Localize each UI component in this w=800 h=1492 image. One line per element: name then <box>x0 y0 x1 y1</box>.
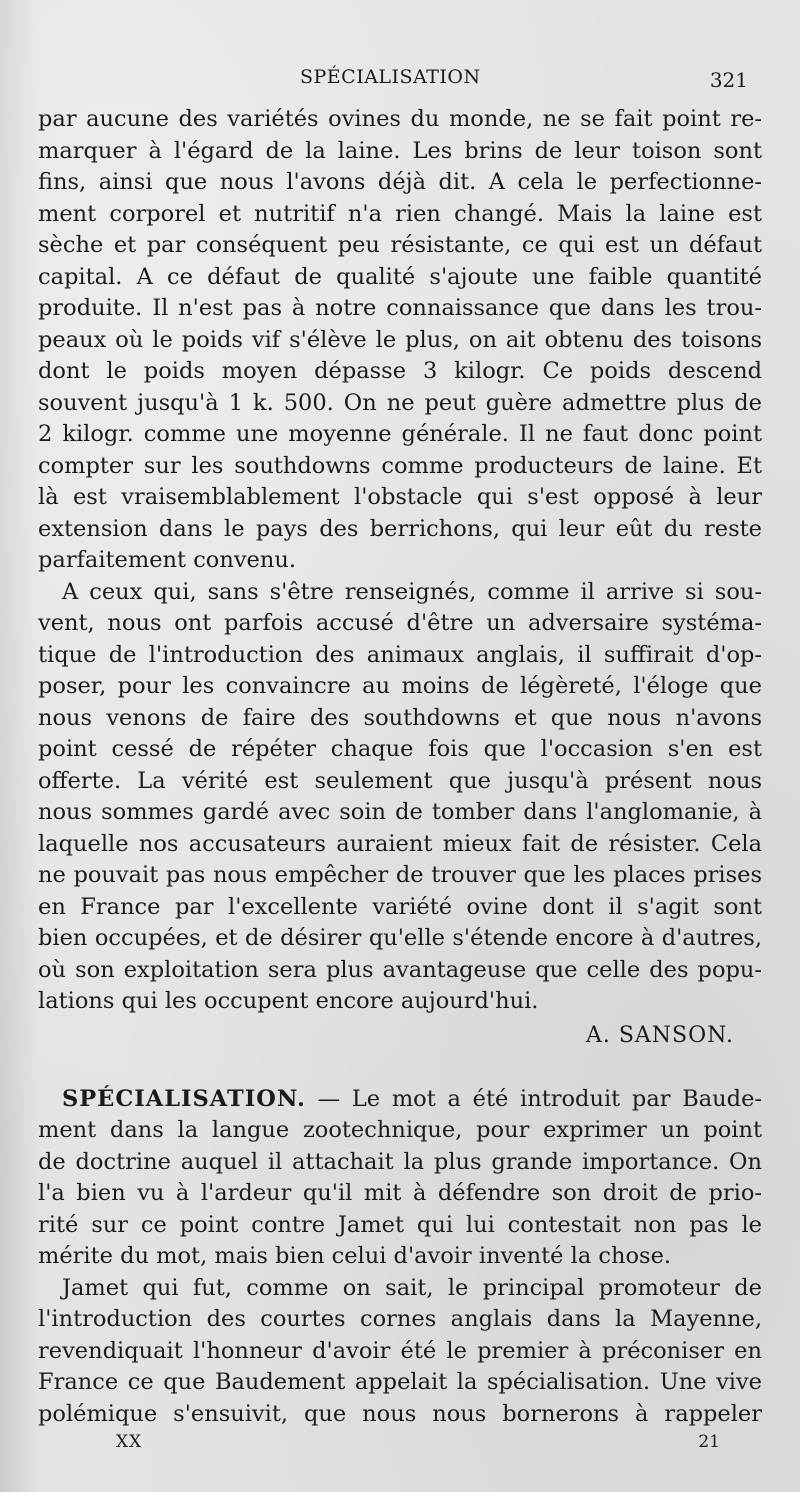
paragraph-4 <box>38 1273 762 1431</box>
paragraph-3 <box>38 1084 762 1273</box>
text-line: laquelle nos accusateurs auraient mieux fait de résister. Cela <box>38 830 762 857</box>
text-line: bien occupées, et de désirer qu'elle s'étende encore à d'autres, <box>38 925 762 951</box>
text-line: marquer à l'égard de la laine. Les brins de leur toison sont <box>38 137 762 164</box>
text-line: en France par l'excellente variété ovine dont il s'agit sont <box>38 893 762 920</box>
text-line: nous sommes gardé avec soin de tomber dans l'anglomanie, à <box>38 799 762 825</box>
text-line: 2 kilogr. comme une moyenne générale. Il ne faut donc point <box>38 421 762 447</box>
author-signature: A. SANSON. <box>585 1022 734 1048</box>
body-text <box>38 104 762 1430</box>
text-line: compter sur les southdowns comme producteurs de laine. Et <box>38 452 762 479</box>
text-line: revendiquait l'honneur d'avoir été le premier à préconiser en <box>38 1337 762 1364</box>
text-line: France ce que Baudement appelait la spécialisation. Une vive <box>38 1369 762 1395</box>
text-line: dont le poids moyen dépasse 3 kilogr. Ce poids descend <box>38 358 762 384</box>
text-line: extension dans le pays des berrichons, qui leur eût du reste <box>38 515 762 542</box>
running-head <box>0 66 800 96</box>
sheet-number: 21 <box>698 1432 720 1452</box>
text-line: l'introduction des courtes cornes anglais dans la Mayenne, <box>38 1306 762 1332</box>
text-line: fins, ainsi que nous l'avons déjà dit. A cela le perfectionne- <box>38 169 762 195</box>
text-line: où son exploitation sera plus avantageuse que celle des popu- <box>38 956 762 983</box>
running-title: SPÉCIALISATION <box>300 66 481 88</box>
section-spacer <box>38 1054 762 1084</box>
text-line: point cessé de répéter chaque fois que l'occasion s'en est <box>38 736 762 762</box>
text-line: sèche et par conséquent peu résistante, ce qui est un défaut <box>38 232 762 258</box>
text-line: capital. A ce défaut de qualité s'ajoute une faible quantité <box>38 263 762 290</box>
text-line: poser, pour les convaincre au moins de légèreté, l'éloge que <box>38 673 762 699</box>
text-line: l'a bien vu à l'ardeur qu'il mit à défendre son droit de prio- <box>38 1180 762 1206</box>
text-line: produite. Il n'est pas à notre connaissance que dans les trou- <box>38 295 762 321</box>
text-line: lations qui les occupent encore aujourd'hui. <box>38 988 539 1014</box>
text-line: là est vraisemblablement l'obstacle qui s'est opposé à leur <box>38 484 762 510</box>
text-line: A ceux qui, sans s'être renseignés, comme il arrive si sou- <box>62 578 762 605</box>
text-line: tique de l'introduction des animaux anglais, il suffirait d'op- <box>38 641 762 668</box>
text-line: souvent jusqu'à 1 k. 500. On ne peut guère admettre plus de <box>38 389 762 416</box>
text-line: polémique s'ensuivit, que nous nous bornerons à rappeler <box>38 1400 762 1427</box>
paragraph-1 <box>38 104 762 577</box>
text-line: parfaitement convenu. <box>38 547 297 573</box>
text-line: mérite du mot, mais bien celui d'avoir inventé la chose. <box>38 1243 672 1269</box>
page-footer <box>0 1432 800 1462</box>
text-line: rité sur ce point contre Jamet qui lui contestait non pas le <box>38 1211 762 1238</box>
text-fragment: — Le mot a été introduit par Baude- <box>305 1085 762 1112</box>
text-line: peaux où le poids vif s'élève le plus, on ait obtenu des toisons <box>38 326 762 353</box>
text-line: offerte. La vérité est seulement que jusqu'à présent nous <box>38 767 762 794</box>
text-line: ment dans la langue zootechnique, pour exprimer un point <box>38 1117 762 1143</box>
text-line: nous venons de faire des southdowns et que nous n'avons <box>38 704 762 731</box>
page-number: 321 <box>709 68 748 92</box>
article-heading: SPÉCIALISATION. <box>62 1085 306 1112</box>
article-first-line <box>38 1084 762 1116</box>
text-line: par aucune des variétés ovines du monde, ne se fait point re- <box>38 106 762 132</box>
text-line: ment corporel et nutritif n'a rien changé. Mais la laine est <box>38 200 762 227</box>
paragraph-2 <box>38 577 762 1018</box>
signature-mark: XX <box>116 1432 143 1452</box>
text-line: ne pouvait pas nous empêcher de trouver que les places prises <box>38 862 762 888</box>
text-line: Jamet qui fut, comme on sait, le principal promoteur de <box>62 1274 762 1301</box>
text-line: vent, nous ont parfois accusé d'être un adversaire systéma- <box>38 610 762 636</box>
text-line: de doctrine auquel il attachait la plus grande importance. On <box>38 1148 762 1175</box>
